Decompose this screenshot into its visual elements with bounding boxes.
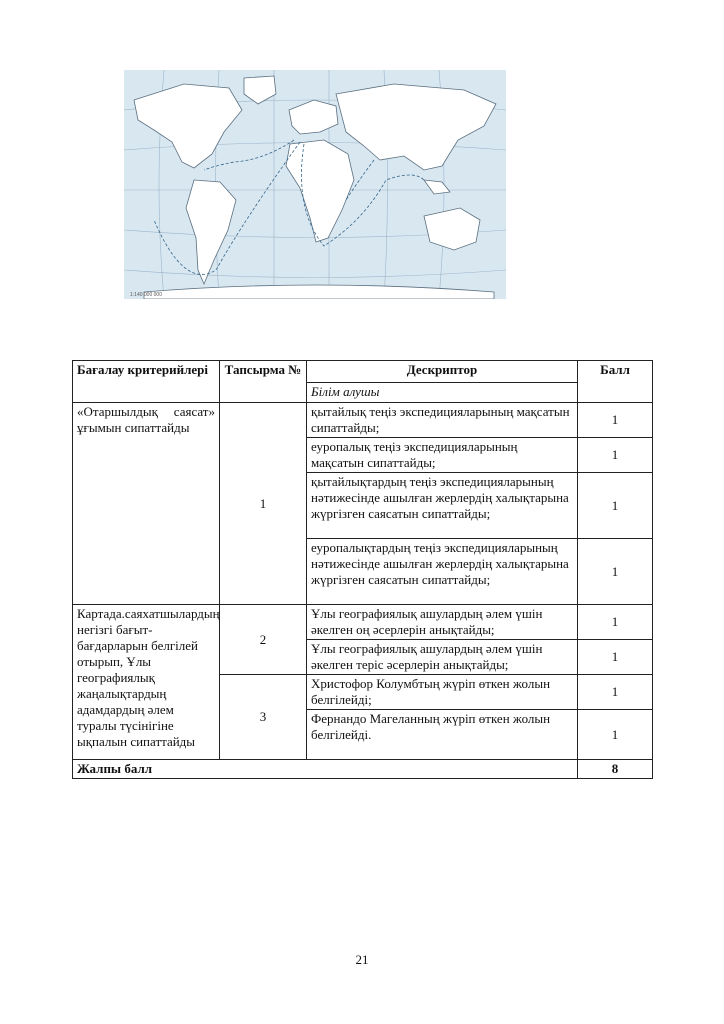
descriptor-row: Ұлы географиялық ашулардың әлем үшін әкелген оң әсерлерін анықтайды; — [307, 605, 578, 640]
descriptor-row: Фернандо Магеланның жүріп өткен жолын белгілейді. — [307, 710, 578, 760]
score-cell: 1 — [578, 403, 653, 438]
descriptor-row: қытайлықтардың теңіз экспедицияларының нәтижесінде ашылған жерлердің халықтарына жүргізген саясатын сипаттайды; — [307, 473, 578, 539]
descriptor-row: Христофор Колумбтың жүріп өткен жолын белгілейді; — [307, 675, 578, 710]
criteria-1: «Отаршылдық саясат» ұғымын сипаттайды — [73, 403, 220, 605]
header-score: Балл — [578, 361, 653, 403]
page-number: 21 — [355, 952, 369, 967]
score-cell: 1 — [578, 438, 653, 473]
descriptor-row: Ұлы географиялық ашулардың әлем үшін әкелген теріс әсерлерін анықтайды; — [307, 640, 578, 675]
score-cell: 1 — [578, 710, 653, 760]
score-cell: 1 — [578, 473, 653, 539]
score-cell: 1 — [578, 605, 653, 640]
assessment-rubric-table — [72, 360, 653, 779]
score-cell: 1 — [578, 640, 653, 675]
world-map-image — [124, 70, 506, 299]
task-number-2: 2 — [220, 605, 307, 675]
total-value: 8 — [578, 760, 653, 779]
descriptor-row: қытайлық теңіз экспедицияларының мақсатын сипаттайды; — [307, 403, 578, 438]
descriptor-row: еуропалық теңіз экспедицияларының мақсатын сипаттайды; — [307, 438, 578, 473]
world-map-icon — [124, 70, 506, 299]
task-number-3: 3 — [220, 675, 307, 760]
criteria-2: Картада.саяхатшылардың негізгі бағыт-бағдарларын белгілей отырып, Ұлы географиялық жаңалықтардың адамдардың әлем туралы түсінігіне ықпалын сипаттайды — [73, 605, 220, 760]
sub-header-learner: Білім алушы — [307, 383, 578, 403]
total-label: Жалпы балл — [73, 760, 578, 779]
header-descriptor: Дескриптор — [307, 361, 578, 383]
svg-text:1:140 000 000: 1:140 000 000 — [130, 292, 162, 298]
score-cell: 1 — [578, 675, 653, 710]
descriptor-row: еуропалықтардың теңіз экспедицияларының нәтижесінде ашылған жерлердің халықтарына жүргізген саясатын сипаттайды; — [307, 539, 578, 605]
task-number-1: 1 — [220, 403, 307, 605]
score-cell: 1 — [578, 539, 653, 605]
header-task: Тапсырма № — [220, 361, 307, 403]
header-criteria: Бағалау критерийлері — [73, 361, 220, 403]
